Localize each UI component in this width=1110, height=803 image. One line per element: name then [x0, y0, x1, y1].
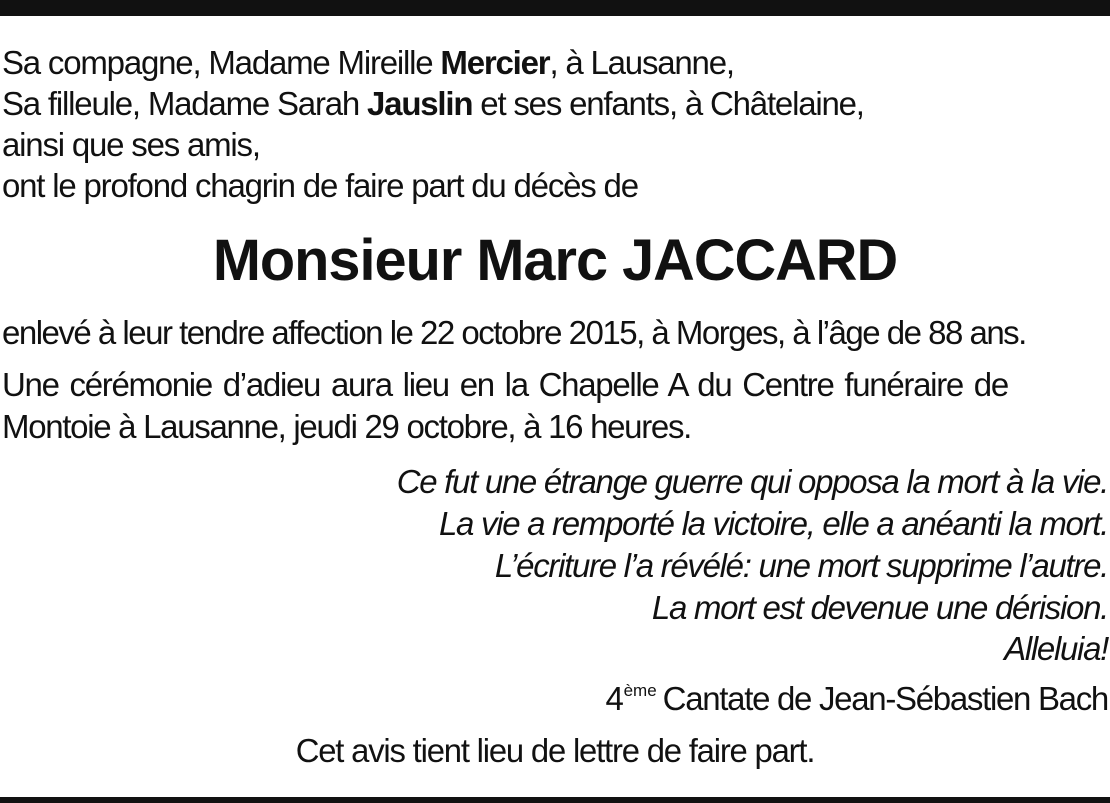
intro-line-companion-text: Sa compagne, Madame Mireille: [2, 44, 441, 81]
quote-line: L’écriture l’a révélé: une mort supprime l’autre.: [494, 547, 1108, 584]
quote-line: La vie a remporté la victoire, elle a anéanti la mort.: [439, 505, 1108, 542]
death-notice: enlevé à leur tendre affection le 22 octobre 2015, à Morges, à l’âge de 88 ans.: [2, 314, 1026, 351]
closing-note: Cet avis tient lieu de lettre de faire part.: [295, 732, 815, 769]
ceremony-line-2: Montoie à Lausanne, jeudi 29 octobre, à 16 heures.: [2, 408, 692, 445]
intro-line-goddaughter-place: et ses enfants, à Châtelaine,: [472, 85, 864, 122]
quote-source: [606, 671, 1108, 719]
quote-source-superscript: ème: [623, 681, 657, 700]
intro-line-friends: ainsi que ses amis,: [2, 126, 260, 163]
intro-line-companion-place: , à Lausanne,: [549, 44, 734, 81]
intro-line-goddaughter-text: Sa filleule, Madame Sarah: [2, 85, 368, 122]
quote-line: Alleluia!: [1004, 630, 1108, 667]
top-border-rule: [0, 0, 1110, 16]
quote-line: La mort est devenue une dérision.: [651, 589, 1108, 626]
intro-line-announcement: ont le profond chagrin de faire part du décès de: [2, 167, 638, 204]
goddaughter-surname: Jauslin: [367, 85, 473, 122]
quote-source-text: Cantate de Jean-Sébastien Bach: [662, 680, 1108, 717]
ceremony-line-1: Une cérémonie d’adieu aura lieu en la Chapelle A du Centre funéraire de: [2, 366, 1008, 403]
intro-line-goddaughter: [2, 84, 864, 124]
bottom-border-rule: [0, 797, 1110, 803]
quote-source-number: 4: [605, 680, 623, 717]
companion-surname: Mercier: [440, 44, 550, 81]
intro-line-companion: [2, 43, 734, 83]
deceased-name: Monsieur Marc JACCARD: [212, 228, 898, 293]
quote-line: Ce fut une étrange guerre qui opposa la mort à la vie.: [396, 463, 1108, 500]
